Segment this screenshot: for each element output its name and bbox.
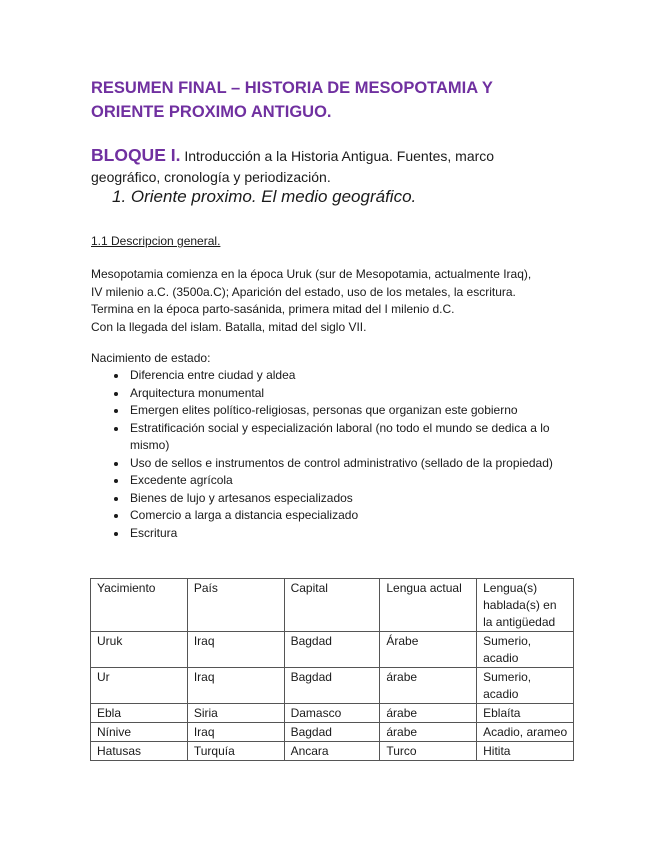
table-cell: Bagdad: [284, 723, 380, 742]
bullet-icon: [114, 514, 118, 518]
bloque-heading: [91, 145, 571, 188]
intro-paragraph: [91, 266, 571, 336]
table-cell: Iraq: [187, 723, 284, 742]
bullet-icon: [114, 392, 118, 396]
table-cell: Eblaíta: [477, 704, 574, 723]
bloque-text-1: Introducción a la Historia Antigua. Fuentes, marco: [180, 148, 495, 164]
bullet-icon: [114, 427, 118, 431]
table-cell: Turquía: [187, 742, 284, 761]
table-cell: Hatusas: [91, 742, 188, 761]
list-item: [112, 490, 562, 508]
table-row: [91, 704, 574, 723]
list-item: [112, 525, 562, 543]
header-cell: Lengua actual: [380, 579, 477, 632]
table-cell: Siria: [187, 704, 284, 723]
table-cell: Bagdad: [284, 632, 380, 668]
bullet-icon: [114, 409, 118, 413]
table-cell: Iraq: [187, 632, 284, 668]
table-cell: Iraq: [187, 668, 284, 704]
table-cell: Sumerio, acadio: [477, 632, 574, 668]
bullet-icon: [114, 462, 118, 466]
bullet-icon: [114, 497, 118, 501]
table-cell: Hitita: [477, 742, 574, 761]
paragraph-line: IV milenio a.C. (3500a.C); Aparición del estado, uso de los metales, la escritura.: [91, 284, 516, 299]
bloque-label: BLOQUE I.: [91, 145, 181, 165]
list-item-text: Estratificación social y especialización laboral (no todo el mundo se dedica a lo mismo): [130, 420, 550, 452]
table-cell: Ebla: [91, 704, 188, 723]
table-cell: Uruk: [91, 632, 188, 668]
list-item-text: Excedente agrícola: [130, 473, 233, 487]
table-row: [91, 632, 574, 668]
list-item-text: Bienes de lujo y artesanos especializados: [130, 490, 353, 505]
list-item-text: Emergen elites político-religiosas, personas que organizan este gobierno: [130, 403, 518, 417]
table-cell: Damasco: [284, 704, 380, 723]
table-header-row: [91, 579, 574, 632]
list-item-text: Comercio a larga a distancia especializado: [130, 508, 359, 522]
list-item: [112, 385, 562, 403]
header-cell: Capital: [284, 579, 380, 632]
section-heading: 1.1 Descripcion general.: [91, 234, 221, 248]
paragraph-line: Termina en la época parto-sasánida, primera mitad del I milenio d.C.: [91, 302, 455, 316]
table-cell: árabe: [380, 668, 477, 704]
list-item: [112, 472, 562, 490]
list-item: [112, 420, 562, 455]
chapter-heading: 1. Oriente proximo. El medio geográfico.: [112, 187, 417, 206]
bullet-list: [112, 367, 562, 542]
header-cell: País: [187, 579, 284, 632]
list-item-text: Escritura: [130, 525, 178, 540]
title-line-2: ORIENTE PROXIMO ANTIGUO.: [91, 103, 332, 121]
table-row: [91, 742, 574, 761]
table-cell: árabe: [380, 723, 477, 742]
header-cell: Yacimiento: [91, 579, 188, 632]
table-cell: Sumerio, acadio: [477, 668, 574, 704]
table-cell: Acadio, arameo: [477, 723, 574, 742]
paragraph-line: Con la llegada del islam. Batalla, mitad del siglo VII.: [91, 319, 367, 334]
table-cell: Bagdad: [284, 668, 380, 704]
table-cell: Nínive: [91, 723, 188, 742]
sites-table: [90, 578, 574, 761]
title-line-1: RESUMEN FINAL – HISTORIA DE MESOPOTAMIA Y: [91, 79, 493, 97]
bullet-icon: [114, 479, 118, 483]
table-cell: árabe: [380, 704, 477, 723]
bullet-icon: [114, 374, 118, 378]
table-cell: Turco: [380, 742, 477, 761]
list-item-text: Arquitectura monumental: [130, 385, 265, 400]
table-cell: Árabe: [380, 632, 477, 668]
bloque-text-2: geográfico, cronología y periodización.: [91, 169, 331, 185]
table-row: [91, 668, 574, 704]
list-item: [112, 507, 562, 525]
list-item-text: Diferencia entre ciudad y aldea: [130, 368, 296, 382]
bullet-icon: [114, 532, 118, 536]
list-item-text: Uso de sellos e instrumentos de control administrativo (sellado de la propiedad): [130, 455, 553, 470]
list-item: [112, 367, 562, 385]
table-cell: Ancara: [284, 742, 380, 761]
table-row: [91, 723, 574, 742]
document-title: [91, 76, 571, 124]
header-cell: Lengua(s) hablada(s) en la antigüedad: [477, 579, 574, 632]
paragraph-line: Mesopotamia comienza en la época Uruk (sur de Mesopotamia, actualmente Iraq),: [91, 267, 532, 281]
list-item: [112, 402, 562, 420]
table-cell: Ur: [91, 668, 188, 704]
list-intro: Nacimiento de estado:: [91, 351, 211, 365]
list-item: [112, 455, 562, 473]
